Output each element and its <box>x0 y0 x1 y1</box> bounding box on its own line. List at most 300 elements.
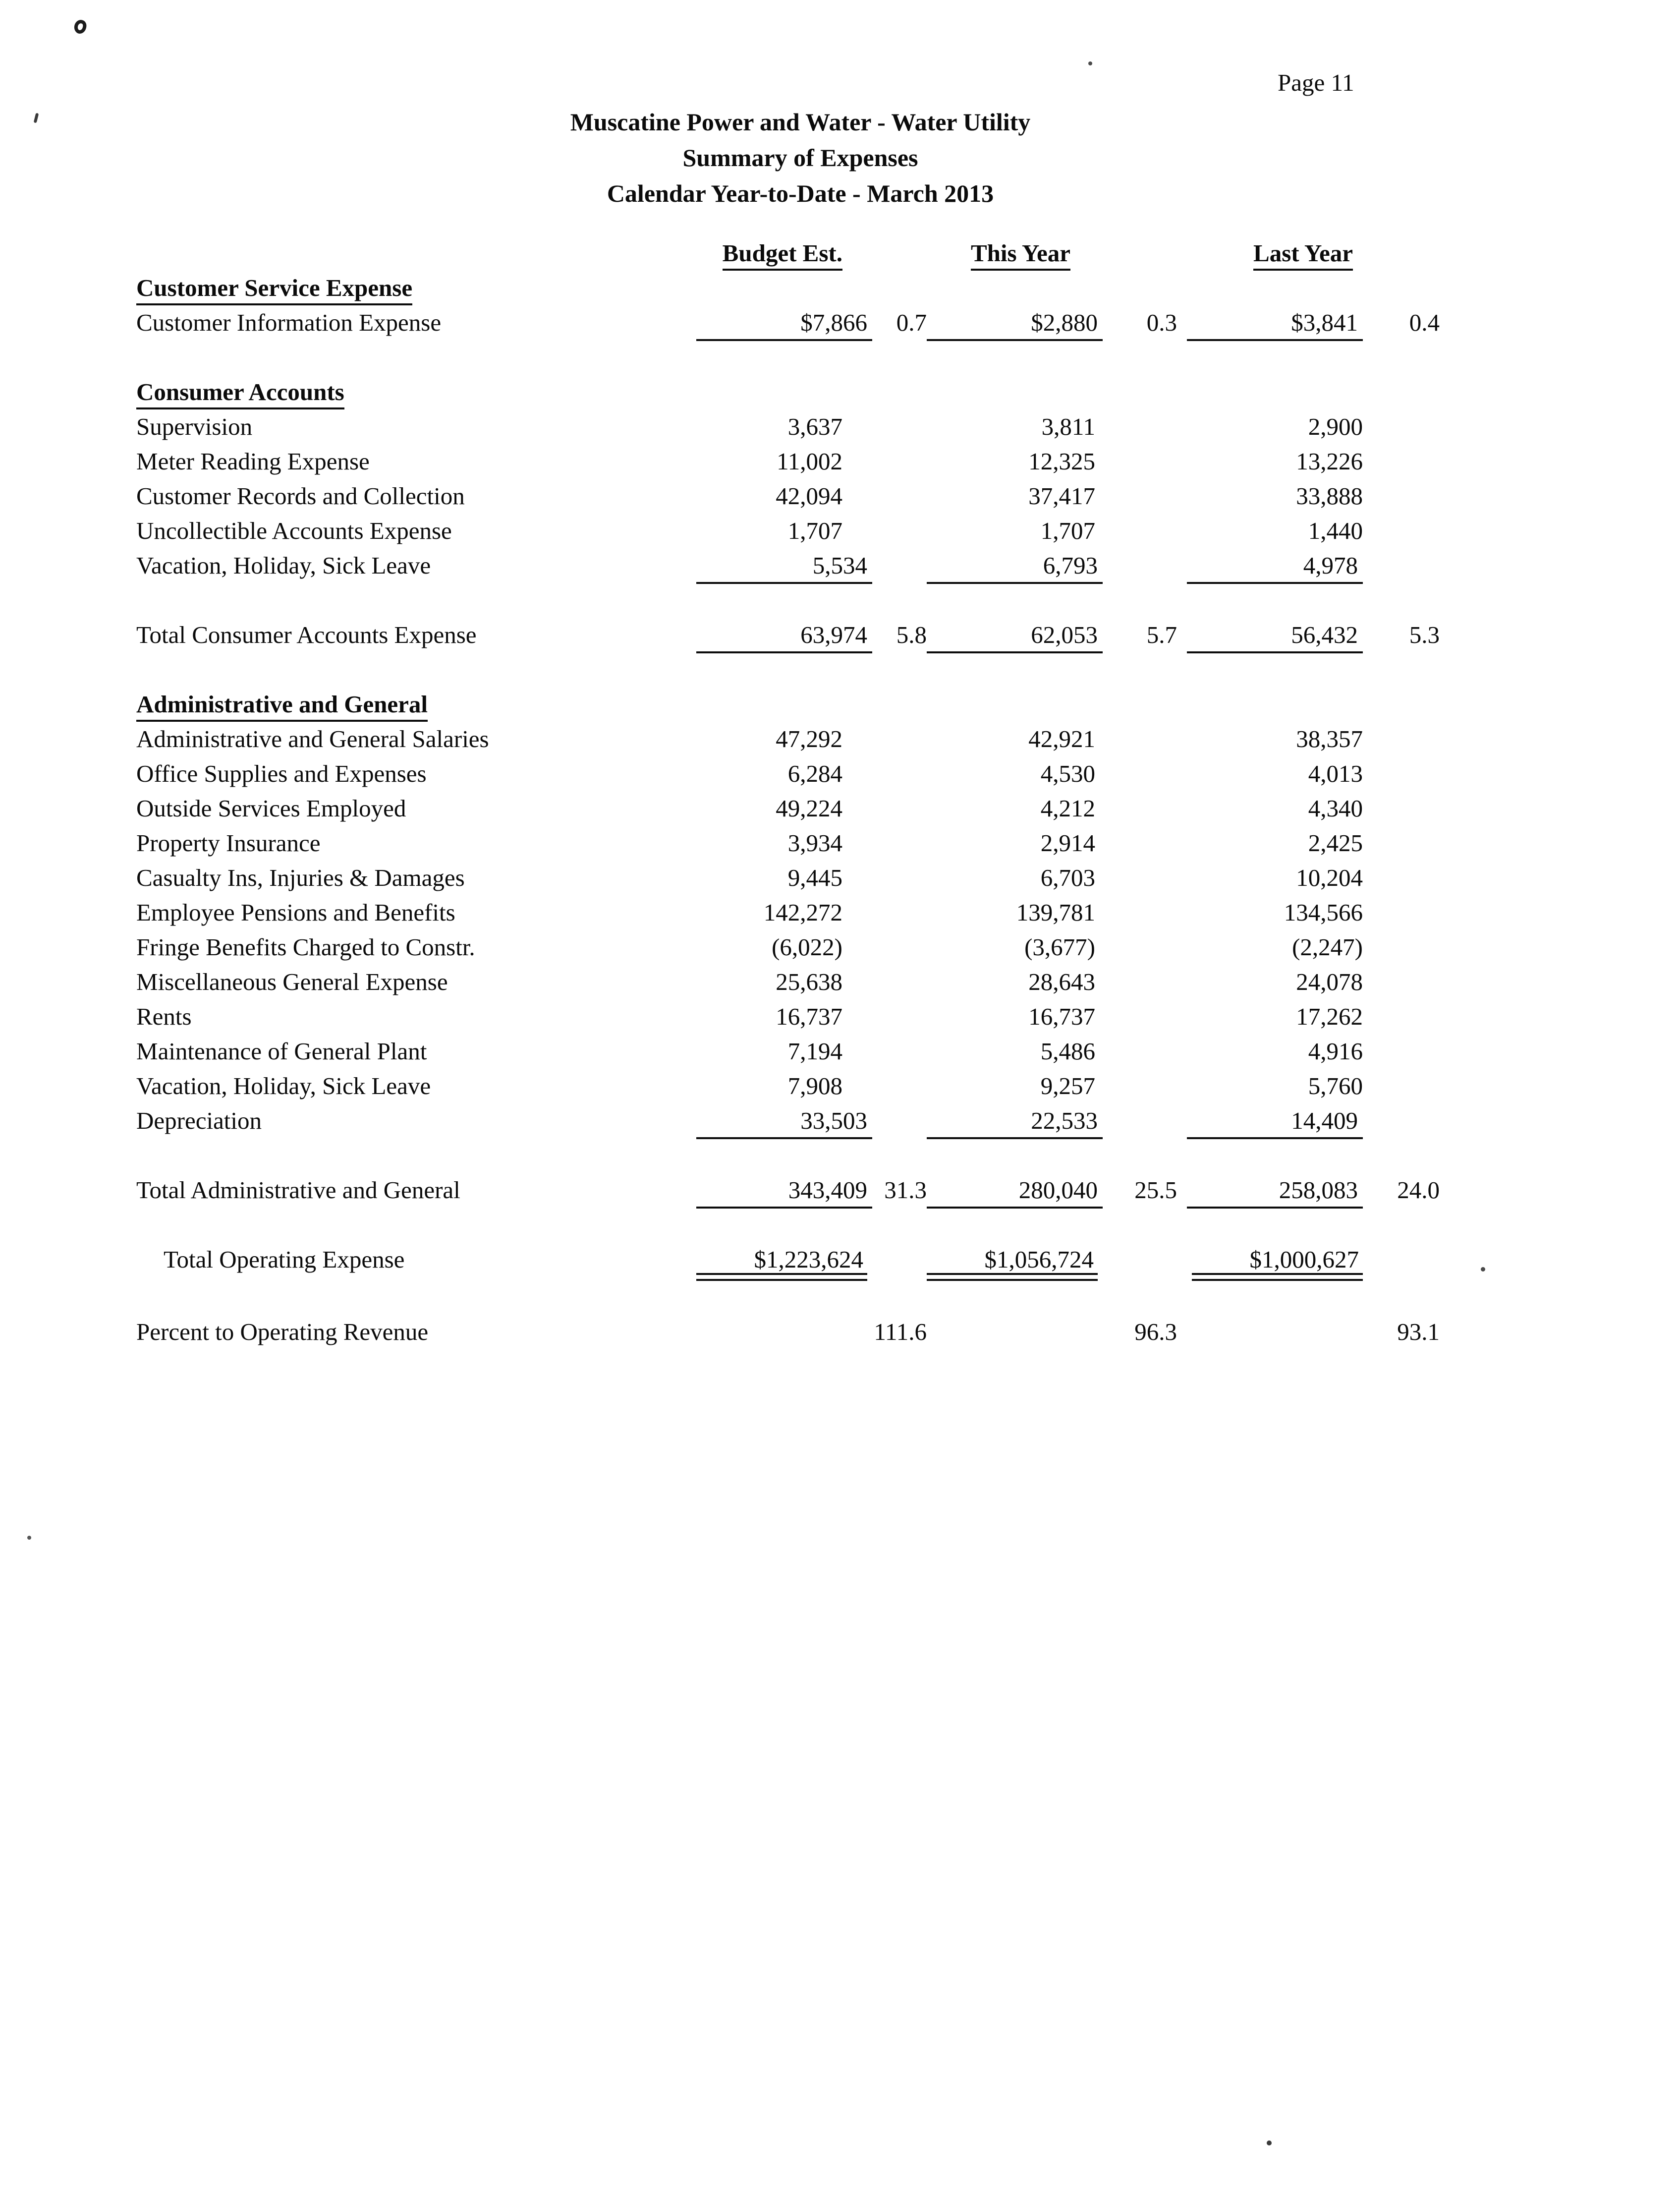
last-year-value-cell <box>1177 722 1363 756</box>
last-year-percent-cell <box>1363 618 1440 653</box>
budget-percent-cell <box>842 930 927 965</box>
this-year-value: 139,781 <box>1016 899 1095 926</box>
row-spacer <box>136 584 1440 618</box>
last-year-percent-cell <box>1363 756 1440 791</box>
table-row <box>136 999 1440 1034</box>
budget-value: 42,094 <box>776 482 842 510</box>
last-year-percent-cell <box>1363 965 1440 999</box>
this-year-value: 1,707 <box>1040 517 1095 544</box>
budget-value: 7,194 <box>787 1038 842 1065</box>
this-year-percent-cell <box>1095 618 1177 653</box>
budget-percent-cell <box>842 756 927 791</box>
this-year-value-cell <box>927 999 1095 1034</box>
row-label-cell <box>136 999 696 1034</box>
last-year-value-cell <box>1177 1034 1363 1069</box>
this-year-percent-cell <box>1095 479 1177 514</box>
this-year-percent-cell <box>1095 1069 1177 1103</box>
last-year-value: 33,888 <box>1296 482 1363 510</box>
section-heading-cell <box>136 375 696 409</box>
this-year-value: 6,793 <box>927 549 1103 584</box>
last-year-value-cell <box>1177 756 1363 791</box>
budget-value: 16,737 <box>776 1003 842 1030</box>
last-year-percent: 93.1 <box>1397 1318 1440 1345</box>
last-year-value-cell <box>1177 444 1363 479</box>
row-label-cell <box>136 1173 696 1209</box>
last-year-value: 1,440 <box>1308 517 1363 544</box>
last-year-percent-cell <box>1363 722 1440 756</box>
last-year-value-cell <box>1177 999 1363 1034</box>
budget-percent-cell <box>842 1069 927 1103</box>
row-label: Fringe Benefits Charged to Constr. <box>136 933 475 961</box>
row-label: Supervision <box>136 413 253 440</box>
row-label: Uncollectible Accounts Expense <box>136 517 452 544</box>
row-label-cell <box>136 895 696 930</box>
section-heading: Customer Service Expense <box>136 274 412 305</box>
document-title-block <box>40 104 1561 211</box>
this-year-value-cell <box>927 305 1098 341</box>
table-row <box>136 1103 1440 1139</box>
last-year-percent: 24.0 <box>1397 1176 1440 1204</box>
budget-value: 49,224 <box>776 795 842 822</box>
row-label: Vacation, Holiday, Sick Leave <box>136 1072 431 1099</box>
budget-value-cell <box>696 548 867 584</box>
last-year-percent-cell <box>1363 826 1440 861</box>
this-year-value-cell <box>927 826 1095 861</box>
last-year-value: $3,841 <box>1187 306 1363 341</box>
last-year-percent-cell <box>1363 1315 1440 1349</box>
budget-value-cell <box>696 479 842 514</box>
last-year-value: 56,432 <box>1187 619 1363 653</box>
table-row <box>136 1069 1440 1103</box>
this-year-value: 37,417 <box>1028 482 1095 510</box>
this-year-percent-cell <box>1095 548 1177 584</box>
row-label: Total Operating Expense <box>164 1246 405 1273</box>
this-year-percent-cell <box>1095 305 1177 341</box>
row-label: Administrative and General Salaries <box>136 725 489 752</box>
budget-value: 7,908 <box>787 1072 842 1099</box>
this-year-percent-cell <box>1095 1173 1177 1209</box>
scan-artifact <box>73 19 88 35</box>
row-label: Depreciation <box>136 1107 262 1134</box>
row-label: Office Supplies and Expenses <box>136 760 427 787</box>
this-year-value-cell <box>927 791 1095 826</box>
row-label-cell <box>136 756 696 791</box>
budget-percent-cell <box>842 999 927 1034</box>
this-year-percent-cell <box>1095 1242 1177 1281</box>
budget-value: 343,409 <box>696 1174 872 1209</box>
last-year-value-cell <box>1177 1315 1363 1349</box>
this-year-percent-cell <box>1095 1103 1177 1139</box>
row-label-cell <box>136 826 696 861</box>
budget-percent-cell <box>842 861 927 895</box>
budget-value: 1,707 <box>787 517 842 544</box>
row-label: Property Insurance <box>136 829 321 857</box>
last-year-value: 2,900 <box>1308 413 1363 440</box>
budget-value-cell <box>696 1069 842 1103</box>
document-subtitle: Summary of Expenses <box>682 144 918 172</box>
section-heading-row <box>136 687 1440 722</box>
last-year-value-underline <box>1192 1247 1363 1281</box>
last-year-percent-cell <box>1363 514 1440 548</box>
scan-artifact <box>27 1536 31 1540</box>
last-year-percent-cell <box>1363 1103 1440 1139</box>
this-year-value: 280,040 <box>927 1174 1103 1209</box>
budget-percent-cell <box>842 1034 927 1069</box>
last-year-value: 4,916 <box>1308 1038 1363 1065</box>
row-label-cell <box>136 1242 696 1281</box>
budget-value-cell <box>696 895 842 930</box>
row-label-cell <box>136 1034 696 1069</box>
last-year-value: $1,000,627 <box>1192 1247 1363 1275</box>
budget-percent-cell <box>842 305 927 341</box>
table-row <box>136 479 1440 514</box>
row-label: Percent to Operating Revenue <box>136 1318 429 1345</box>
column-header-last-year: Last Year <box>1253 239 1353 271</box>
this-year-value: 16,737 <box>1028 1003 1095 1030</box>
column-header-budget: Budget Est. <box>723 239 842 271</box>
this-year-percent: 96.3 <box>1134 1318 1177 1345</box>
section-heading: Consumer Accounts <box>136 378 344 409</box>
last-year-percent: 5.3 <box>1409 621 1440 648</box>
last-year-value-cell <box>1177 895 1363 930</box>
last-year-value: 4,013 <box>1308 760 1363 787</box>
this-year-value-cell <box>927 618 1098 653</box>
row-label-cell <box>136 965 696 999</box>
this-year-value: 12,325 <box>1028 448 1095 475</box>
row-label: Customer Records and Collection <box>136 482 465 510</box>
this-year-value-cell <box>927 1242 1095 1281</box>
this-year-percent-cell <box>1095 722 1177 756</box>
budget-percent-cell <box>842 965 927 999</box>
last-year-value: 258,083 <box>1187 1174 1363 1209</box>
row-label-cell <box>136 1315 696 1349</box>
table-row <box>136 861 1440 895</box>
this-year-percent: 5.7 <box>1146 621 1177 648</box>
document-period: Calendar Year-to-Date - March 2013 <box>607 179 994 207</box>
row-label-cell <box>136 548 696 584</box>
this-year-percent-cell <box>1095 1034 1177 1069</box>
row-label: Customer Information Expense <box>136 309 442 336</box>
row-spacer <box>136 653 1440 687</box>
table-row <box>136 791 1440 826</box>
budget-value: 47,292 <box>776 725 842 752</box>
last-year-percent-cell <box>1363 930 1440 965</box>
budget-value-cell <box>696 756 842 791</box>
this-year-value-cell <box>927 756 1095 791</box>
this-year-value-cell <box>927 1103 1098 1139</box>
this-year-value-cell <box>927 1034 1095 1069</box>
this-year-value: 4,530 <box>1040 760 1095 787</box>
last-year-value: (2,247) <box>1292 933 1363 961</box>
this-year-value: 4,212 <box>1040 795 1095 822</box>
last-year-percent-cell <box>1363 1069 1440 1103</box>
budget-value: $7,866 <box>696 306 872 341</box>
column-header-row <box>136 236 1440 271</box>
last-year-percent-cell <box>1363 444 1440 479</box>
last-year-value: 17,262 <box>1296 1003 1363 1030</box>
budget-value-cell <box>696 1242 863 1281</box>
row-label: Rents <box>136 1003 192 1030</box>
row-label-cell <box>136 409 696 444</box>
scan-artifact <box>1267 2140 1272 2145</box>
this-year-percent-cell <box>1095 826 1177 861</box>
budget-percent-cell <box>842 444 927 479</box>
document-title: Muscatine Power and Water - Water Utility <box>570 108 1031 136</box>
budget-percent-cell <box>842 618 927 653</box>
this-year-percent: 0.3 <box>1146 309 1177 336</box>
section-heading-cell <box>136 271 696 305</box>
row-label-cell <box>136 1069 696 1103</box>
budget-value-cell <box>696 791 842 826</box>
last-year-value: 134,566 <box>1284 899 1363 926</box>
last-year-value: 4,978 <box>1187 549 1363 584</box>
column-header-this-year-cell <box>927 236 1095 271</box>
this-year-percent-cell <box>1095 1315 1177 1349</box>
last-year-value: 24,078 <box>1296 968 1363 995</box>
row-label-cell <box>136 930 696 965</box>
row-label: Miscellaneous General Expense <box>136 968 448 995</box>
budget-value: 25,638 <box>776 968 842 995</box>
last-year-percent-cell <box>1363 409 1440 444</box>
last-year-value: 10,204 <box>1296 864 1363 891</box>
last-year-percent-cell <box>1363 895 1440 930</box>
budget-value: 9,445 <box>787 864 842 891</box>
row-label-cell <box>136 444 696 479</box>
row-spacer <box>136 341 1440 375</box>
budget-value-cell <box>696 965 842 999</box>
budget-value-cell <box>696 826 842 861</box>
this-year-percent-cell <box>1095 861 1177 895</box>
budget-percent-cell <box>842 1173 927 1209</box>
this-year-value-cell <box>927 409 1095 444</box>
this-year-percent: 25.5 <box>1134 1176 1177 1204</box>
budget-percent-cell <box>842 548 927 584</box>
last-year-percent-cell <box>1363 1173 1440 1209</box>
budget-value-underline <box>696 1247 867 1281</box>
last-year-percent-cell <box>1363 1034 1440 1069</box>
this-year-value: 9,257 <box>1040 1072 1095 1099</box>
budget-value: 33,503 <box>696 1104 872 1139</box>
budget-percent: 5.8 <box>896 621 927 648</box>
this-year-value-underline <box>927 1247 1098 1281</box>
this-year-value-cell <box>927 1069 1095 1103</box>
this-year-percent-cell <box>1095 756 1177 791</box>
row-label: Maintenance of General Plant <box>136 1038 427 1065</box>
column-header-last-year-cell <box>1177 236 1363 271</box>
this-year-value-cell <box>927 722 1095 756</box>
last-year-value-cell <box>1177 514 1363 548</box>
this-year-value: 3,811 <box>1041 413 1095 440</box>
row-label-cell <box>136 861 696 895</box>
budget-value-cell <box>696 618 867 653</box>
this-year-value-cell <box>927 514 1095 548</box>
last-year-value: 14,409 <box>1187 1104 1363 1139</box>
row-label-cell <box>136 791 696 826</box>
budget-percent-cell <box>842 1242 927 1281</box>
column-header-this-year: This Year <box>971 239 1070 271</box>
budget-percent-cell <box>842 826 927 861</box>
this-year-value: 28,643 <box>1028 968 1095 995</box>
last-year-percent-cell <box>1363 305 1440 341</box>
row-spacer <box>136 1139 1440 1173</box>
section-heading-row <box>136 271 1440 305</box>
last-year-value: 4,340 <box>1308 795 1363 822</box>
expense-table <box>136 236 1440 1349</box>
budget-percent: 111.6 <box>874 1318 927 1345</box>
row-label: Employee Pensions and Benefits <box>136 899 455 926</box>
budget-percent-cell <box>842 514 927 548</box>
row-label-cell <box>136 479 696 514</box>
this-year-value: $1,056,724 <box>927 1247 1098 1275</box>
last-year-percent-cell <box>1363 548 1440 584</box>
budget-percent-cell <box>842 722 927 756</box>
budget-percent: 0.7 <box>896 309 927 336</box>
row-label-cell <box>136 722 696 756</box>
table-row <box>136 930 1440 965</box>
this-year-value: 6,703 <box>1040 864 1095 891</box>
row-label: Outside Services Employed <box>136 795 406 822</box>
this-year-value: 5,486 <box>1040 1038 1095 1065</box>
row-label-cell <box>136 514 696 548</box>
row-spacer <box>136 1209 1440 1242</box>
last-year-value-cell <box>1177 548 1363 584</box>
table-row <box>136 826 1440 861</box>
this-year-percent-cell <box>1095 965 1177 999</box>
budget-value: (6,022) <box>772 933 842 961</box>
last-year-value-cell <box>1177 305 1363 341</box>
this-year-value-cell <box>927 548 1098 584</box>
budget-value-cell <box>696 409 842 444</box>
budget-value: $1,223,624 <box>696 1247 867 1275</box>
this-year-value-cell <box>927 965 1095 999</box>
row-label-cell <box>136 618 696 653</box>
section-heading: Administrative and General <box>136 691 428 722</box>
this-year-percent-cell <box>1095 514 1177 548</box>
this-year-value: 42,921 <box>1028 725 1095 752</box>
budget-percent: 31.3 <box>884 1176 927 1204</box>
last-year-value-cell <box>1177 1173 1363 1209</box>
budget-value: 3,934 <box>787 829 842 857</box>
last-year-value-cell <box>1177 826 1363 861</box>
budget-value-cell <box>696 861 842 895</box>
row-label: Total Consumer Accounts Expense <box>136 621 477 648</box>
table-row <box>136 1173 1440 1209</box>
last-year-percent-cell <box>1363 999 1440 1034</box>
table-row <box>136 965 1440 999</box>
table-row <box>136 722 1440 756</box>
this-year-value-cell <box>927 895 1095 930</box>
this-year-percent-cell <box>1095 791 1177 826</box>
budget-percent-cell <box>842 791 927 826</box>
this-year-value-cell <box>927 930 1095 965</box>
budget-value-cell <box>696 444 842 479</box>
expense-table-body <box>136 271 1440 1349</box>
last-year-value-cell <box>1177 965 1363 999</box>
this-year-value-cell <box>927 1315 1095 1349</box>
last-year-percent-cell <box>1363 1242 1440 1281</box>
table-row <box>136 1242 1440 1281</box>
this-year-percent-cell <box>1095 999 1177 1034</box>
table-row <box>136 756 1440 791</box>
last-year-value-cell <box>1177 1242 1363 1281</box>
row-label-cell <box>136 305 696 341</box>
table-row <box>136 1315 1440 1349</box>
row-label: Casualty Ins, Injuries & Damages <box>136 864 465 891</box>
this-year-value-cell <box>927 861 1095 895</box>
last-year-value-cell <box>1177 861 1363 895</box>
table-row <box>136 409 1440 444</box>
last-year-value-cell <box>1177 1103 1363 1139</box>
last-year-value: 38,357 <box>1296 725 1363 752</box>
budget-value-cell <box>696 999 842 1034</box>
budget-percent-cell <box>842 1315 927 1349</box>
last-year-value-cell <box>1177 930 1363 965</box>
budget-value-cell <box>696 1103 867 1139</box>
last-year-percent-cell <box>1363 479 1440 514</box>
column-header-budget-cell <box>696 236 842 271</box>
this-year-value: 2,914 <box>1040 829 1095 857</box>
table-row <box>136 305 1440 341</box>
this-year-percent-cell <box>1095 409 1177 444</box>
row-spacer <box>136 1281 1440 1315</box>
this-year-value: (3,677) <box>1024 933 1095 961</box>
budget-value-cell <box>696 1034 842 1069</box>
budget-percent-cell <box>842 409 927 444</box>
budget-value-cell <box>696 1315 842 1349</box>
budget-percent-cell <box>842 479 927 514</box>
row-label: Total Administrative and General <box>136 1176 460 1204</box>
budget-value: 11,002 <box>777 448 842 475</box>
page-number: Page 11 <box>1278 69 1354 96</box>
this-year-value-cell <box>927 444 1095 479</box>
last-year-value-cell <box>1177 479 1363 514</box>
scan-artifact <box>34 113 39 123</box>
budget-value: 6,284 <box>787 760 842 787</box>
column-header-gap-cell <box>1363 236 1440 271</box>
table-row <box>136 618 1440 653</box>
scan-artifact <box>1481 1267 1485 1272</box>
last-year-percent-cell <box>1363 791 1440 826</box>
last-year-percent-cell <box>1363 861 1440 895</box>
this-year-percent-cell <box>1095 895 1177 930</box>
budget-value-cell <box>696 514 842 548</box>
budget-value-cell <box>696 722 842 756</box>
last-year-value: 13,226 <box>1296 448 1363 475</box>
table-row <box>136 548 1440 584</box>
section-heading-row <box>136 375 1440 409</box>
this-year-percent-cell <box>1095 444 1177 479</box>
last-year-value: 2,425 <box>1308 829 1363 857</box>
section-heading-cell <box>136 687 696 722</box>
column-header-spacer-cell <box>136 236 696 271</box>
budget-value: 5,534 <box>696 549 872 584</box>
budget-value-cell <box>696 930 842 965</box>
this-year-value-cell <box>927 479 1095 514</box>
column-header-gap-cell <box>1095 236 1177 271</box>
budget-value-cell <box>696 305 867 341</box>
this-year-value: $2,880 <box>927 306 1103 341</box>
budget-value: 3,637 <box>787 413 842 440</box>
table-row <box>136 1034 1440 1069</box>
budget-percent-cell <box>842 1103 927 1139</box>
budget-value: 142,272 <box>763 899 842 926</box>
this-year-value-cell <box>927 1173 1098 1209</box>
budget-value-cell <box>696 1173 867 1209</box>
row-label-cell <box>136 1103 696 1139</box>
this-year-value: 62,053 <box>927 619 1103 653</box>
column-header-gap-cell <box>842 236 927 271</box>
this-year-percent-cell <box>1095 930 1177 965</box>
